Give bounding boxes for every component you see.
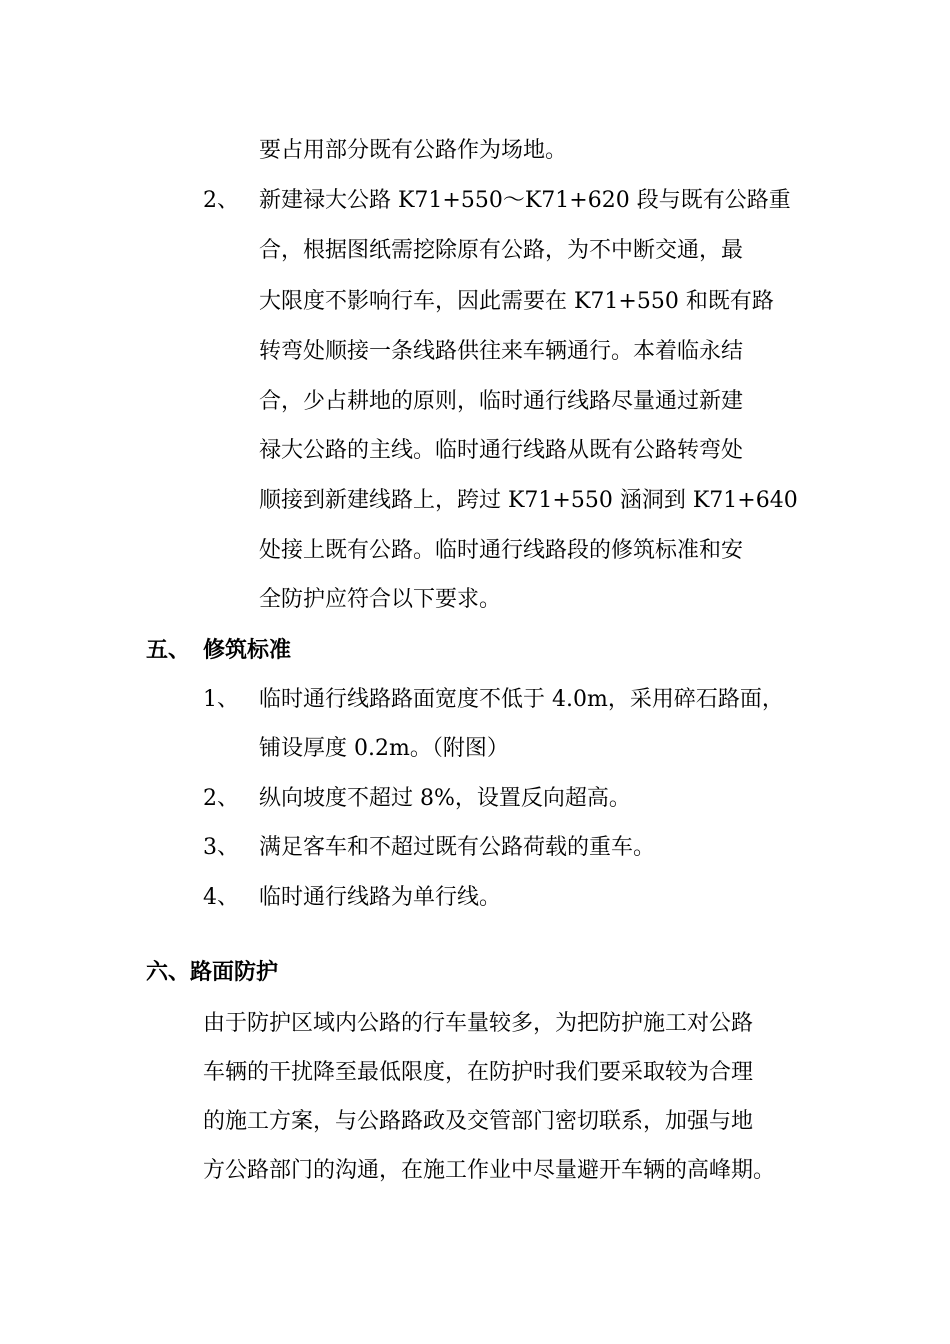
- section-heading: 修筑标准: [203, 637, 292, 663]
- list-number: 2、: [203, 188, 239, 213]
- section-number: 五、: [146, 637, 191, 663]
- paragraph-line: 处接上既有公路。临时通行线路段的修筑标准和安: [259, 538, 744, 563]
- paragraph-line: 合，少占耕地的原则，临时通行线路尽量通过新建: [259, 389, 744, 414]
- paragraph-line: 车辆的干扰降至最低限度，在防护时我们要采取较为合理: [203, 1060, 754, 1085]
- paragraph-line: 合，根据图纸需挖除原有公路，为不中断交通，最: [259, 238, 744, 263]
- list-number: 3、: [203, 835, 239, 860]
- paragraph-line: 的施工方案，与公路路政及交管部门密切联系，加强与地: [203, 1109, 754, 1134]
- paragraph-line: 新建禄大公路 K71+550～K71+620 段与既有公路重: [259, 188, 791, 213]
- paragraph-line: 顺接到新建线路上，跨过 K71+550 涵洞到 K71+640: [259, 488, 798, 513]
- paragraph-line: 大限度不影响行车，因此需要在 K71+550 和既有路: [259, 289, 774, 314]
- paragraph-line: 临时通行线路路面宽度不低于 4.0m，采用碎石路面，: [259, 687, 784, 712]
- paragraph-line: 转弯处顺接一条线路供往来车辆通行。本着临永结: [259, 339, 744, 364]
- list-number: 2、: [203, 786, 239, 811]
- paragraph-line: 铺设厚度 0.2m。（附图）: [259, 736, 509, 761]
- paragraph-line: 满足客车和不超过既有公路荷载的重车。: [259, 835, 656, 860]
- paragraph-line: 方公路部门的沟通，在施工作业中尽量避开车辆的高峰期。: [203, 1158, 776, 1183]
- section-heading: 六、路面防护: [146, 959, 279, 985]
- paragraph-line: 禄大公路的主线。临时通行线路从既有公路转弯处: [259, 438, 744, 463]
- paragraph-line: 临时通行线路为单行线。: [259, 885, 502, 910]
- list-number: 4、: [203, 885, 239, 910]
- paragraph-line: 全防护应符合以下要求。: [259, 587, 502, 612]
- paragraph-line: 纵向坡度不超过 8%，设置反向超高。: [259, 786, 631, 811]
- paragraph-line: 要占用部分既有公路作为场地。: [259, 138, 568, 163]
- paragraph-line: 由于防护区域内公路的行车量较多，为把防护施工对公路: [203, 1011, 754, 1036]
- list-number: 1、: [203, 687, 239, 712]
